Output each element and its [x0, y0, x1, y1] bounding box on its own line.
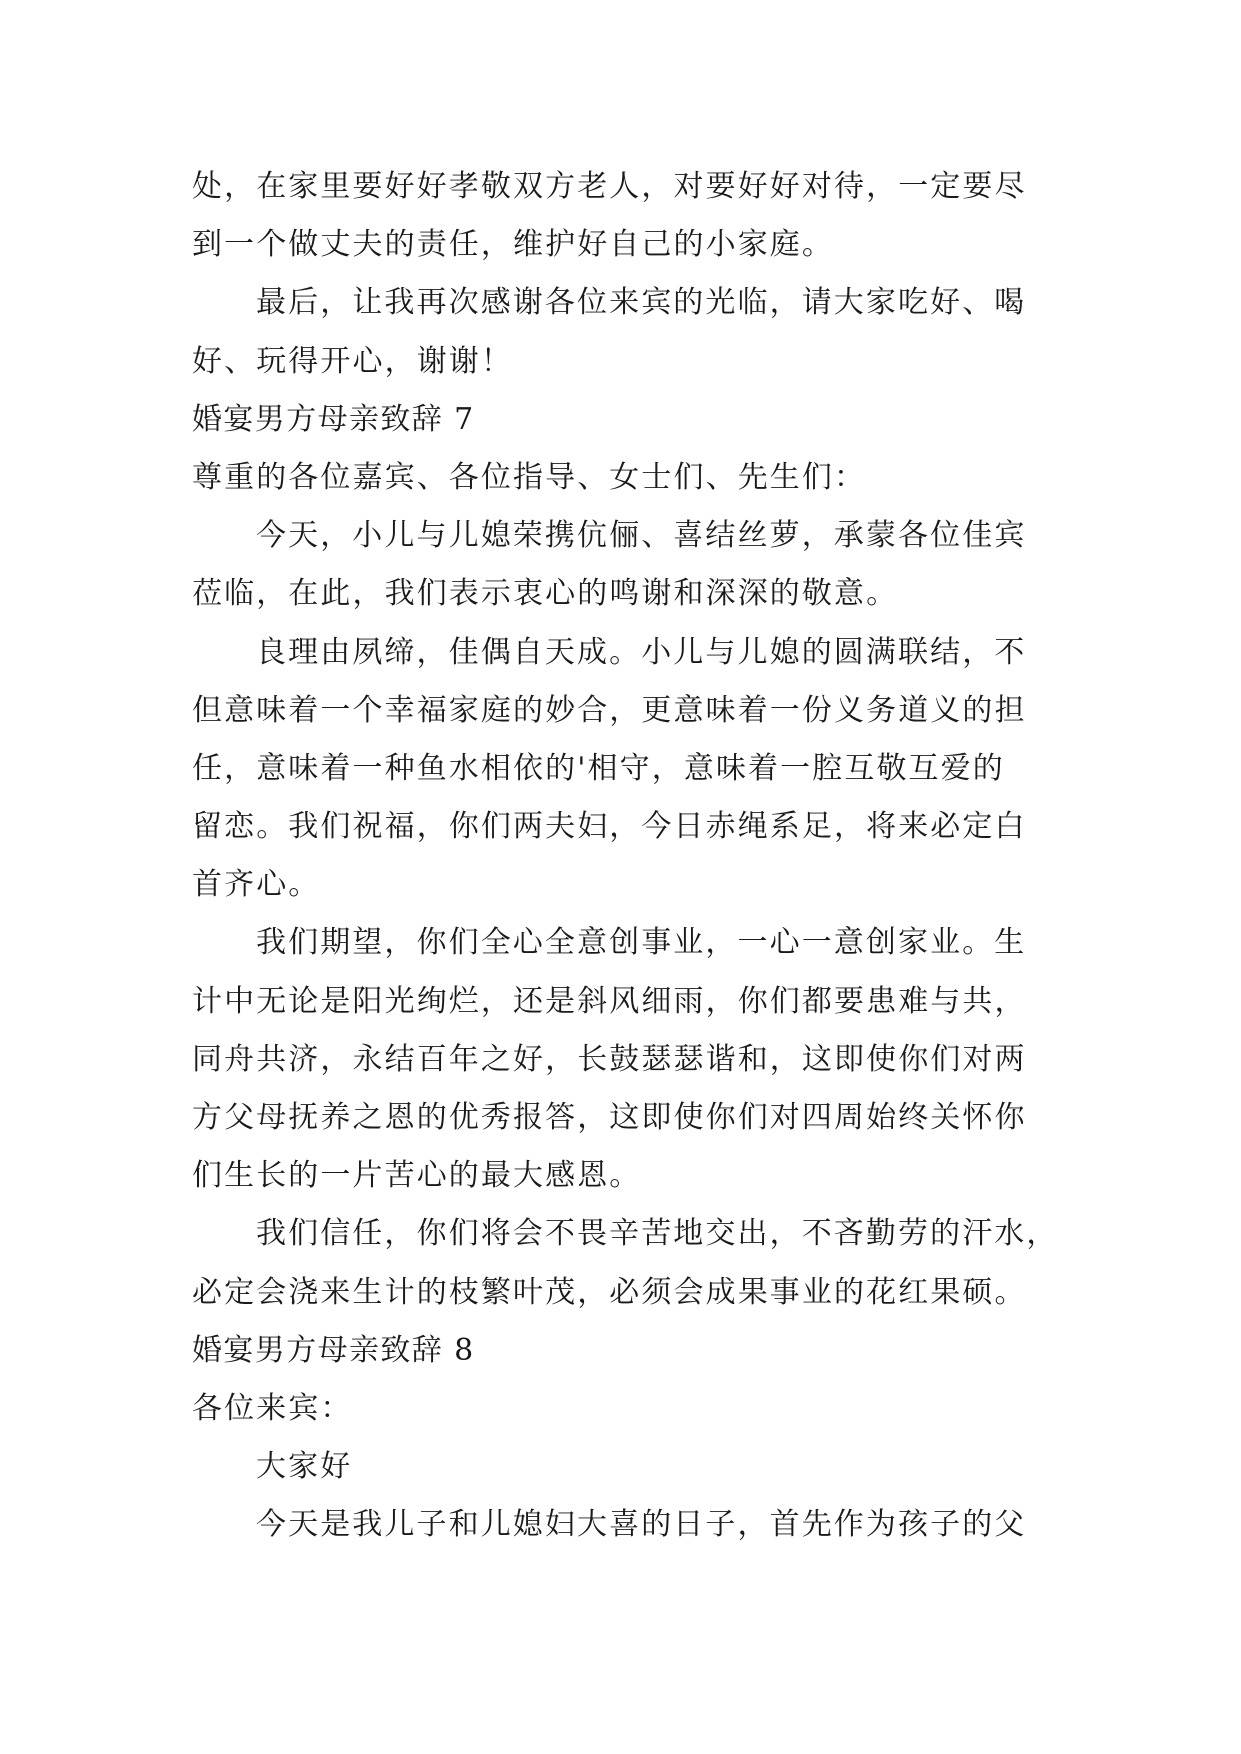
text-line: 首齐心。 — [192, 867, 321, 903]
text-line: 处，在家里要好好孝敬双方老人，对要好好对待，一定要尽 — [192, 169, 1027, 204]
text-line: 良理由夙缔，佳偶自天成。小儿与儿媳的圆满联结，不 — [256, 634, 1027, 670]
text-line: 方父母抚养之恩的优秀报答，这即使你们对四周始终关怀你 — [192, 1100, 1027, 1135]
salutation-line: 尊重的各位嘉宾、各位指导、女士们、先生们： — [192, 459, 867, 495]
text-line: 但意味着一个幸福家庭的妙合，更意味着一份义务道义的担 — [192, 692, 1027, 728]
text-line: 今天，小儿与儿媳荣携伉俪、喜结丝萝，承蒙各位佳宾 — [256, 518, 1027, 554]
text-line: 大家好 — [256, 1449, 353, 1485]
section-heading: 婚宴男方母亲致辞 8 — [192, 1332, 475, 1368]
text-line: 好、玩得开心，谢谢！ — [192, 343, 513, 379]
document-body — [192, 158, 1072, 1555]
text-line: 今天是我儿子和儿媳妇大喜的日子，首先作为孩子的父 — [256, 1507, 1027, 1543]
text-line: 莅临，在此，我们表示衷心的鸣谢和深深的敬意。 — [192, 576, 899, 612]
text-line: 留恋。我们祝福，你们两夫妇，今日赤绳系足，将来必定白 — [192, 809, 1027, 845]
salutation-line: 各位来宾： — [192, 1390, 353, 1426]
text-line: 同舟共济，永结百年之好，长鼓瑟瑟谐和，这即使你们对两 — [192, 1041, 1027, 1077]
text-line: 最后，让我再次感谢各位来宾的光临，请大家吃好、喝 — [256, 285, 1027, 321]
text-line: 我们信任，你们将会不畏辛苦地交出，不吝勤劳的汗水， — [256, 1216, 1059, 1252]
text-line: 我们期望，你们全心全意创事业，一心一意创家业。生 — [256, 925, 1027, 961]
text-line: 必定会浇来生计的枝繁叶茂，必须会成果事业的花红果硕。 — [192, 1274, 1027, 1310]
text-line: 任，意味着一种鱼水相依的'相守，意味着一腔互敬互爱的 — [192, 750, 1005, 786]
text-line: 到一个做丈夫的责任，维护好自己的小家庭。 — [192, 227, 834, 263]
section-heading: 婚宴男方母亲致辞 7 — [192, 401, 475, 437]
text-line: 们生长的一片苦心的最大感恩。 — [192, 1158, 642, 1194]
text-line: 计中无论是阳光绚烂，还是斜风细雨，你们都要患难与共， — [192, 983, 1027, 1019]
